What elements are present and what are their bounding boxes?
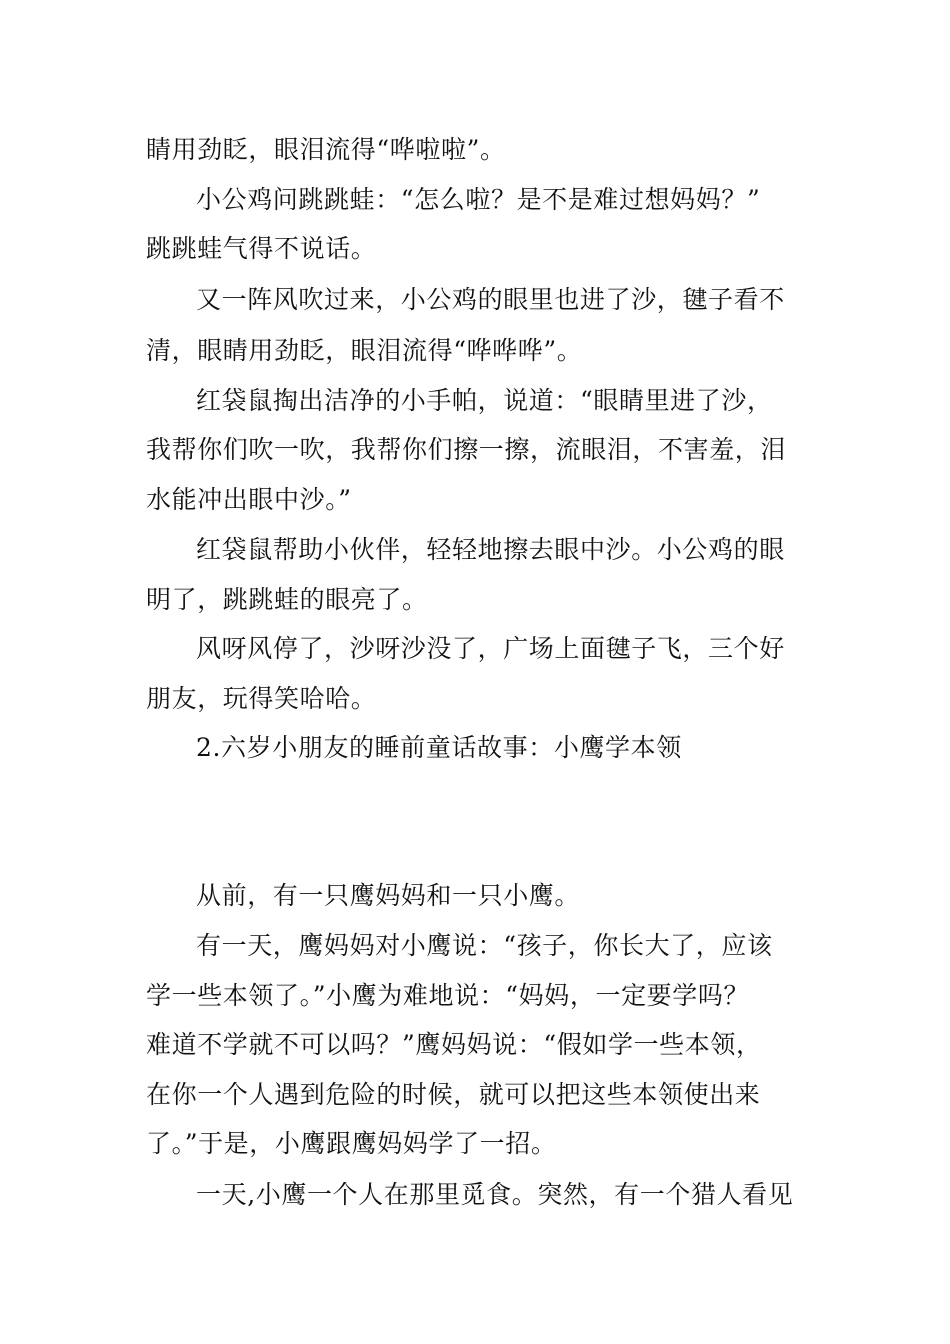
paragraph-start: 红袋鼠掏出洁净的小手帕，说道：“眼睛里进了沙， [196, 386, 773, 415]
text-line: 朋友，玩得笑哈哈。 [146, 684, 377, 713]
paragraph-start: 风呀风停了，沙呀沙没了，广场上面毽子飞，三个好 [196, 634, 785, 663]
paragraph-start: 红袋鼠帮助小伙伴，轻轻地擦去眼中沙。小公鸡的眼 [196, 535, 785, 564]
text-line: 在你一个人遇到危险的时候，就可以把这些本领使出来 [146, 1080, 761, 1109]
text-line: 明了，跳跳蛙的眼亮了。 [146, 585, 428, 614]
text-line: 水能冲出眼中沙。” [146, 485, 352, 514]
text-line: 了。”于是，小鹰跟鹰妈妈学了一招。 [146, 1129, 557, 1158]
text-line: 我帮你们吹一吹，我帮你们擦一擦，流眼泪，不害羞，泪 [146, 435, 787, 464]
paragraph-start: 从前，有一只鹰妈妈和一只小鹰。 [196, 881, 581, 910]
text-line: 清，眼睛用劲眨，眼泪流得“哗哗哗”。 [146, 336, 583, 365]
paragraph-start: 一天,小鹰一个人在那里觅食。突然，有一个猎人看见 [196, 1180, 794, 1209]
text-line: 跳跳蛙气得不说话。 [146, 234, 377, 263]
text-line: 难道不学就不可以吗？”鹰妈妈说：“假如学一些本领， [146, 1030, 762, 1059]
section-heading: 2.六岁小朋友的睡前童话故事：小鹰学本领 [196, 733, 682, 762]
paragraph-start: 有一天，鹰妈妈对小鹰说：“孩子，你长大了，应该 [196, 931, 773, 960]
paragraph-start: 又一阵风吹过来，小公鸡的眼里也进了沙，毽子看不 [196, 285, 785, 314]
text-line: 学一些本领了。”小鹰为难地说：“妈妈，一定要学吗？ [146, 981, 750, 1010]
text-line: 睛用劲眨，眼泪流得“哗啦啦”。 [146, 135, 506, 164]
paragraph-start: 小公鸡问跳跳蛙：“怎么啦？是不是难过想妈妈？” [196, 185, 761, 214]
